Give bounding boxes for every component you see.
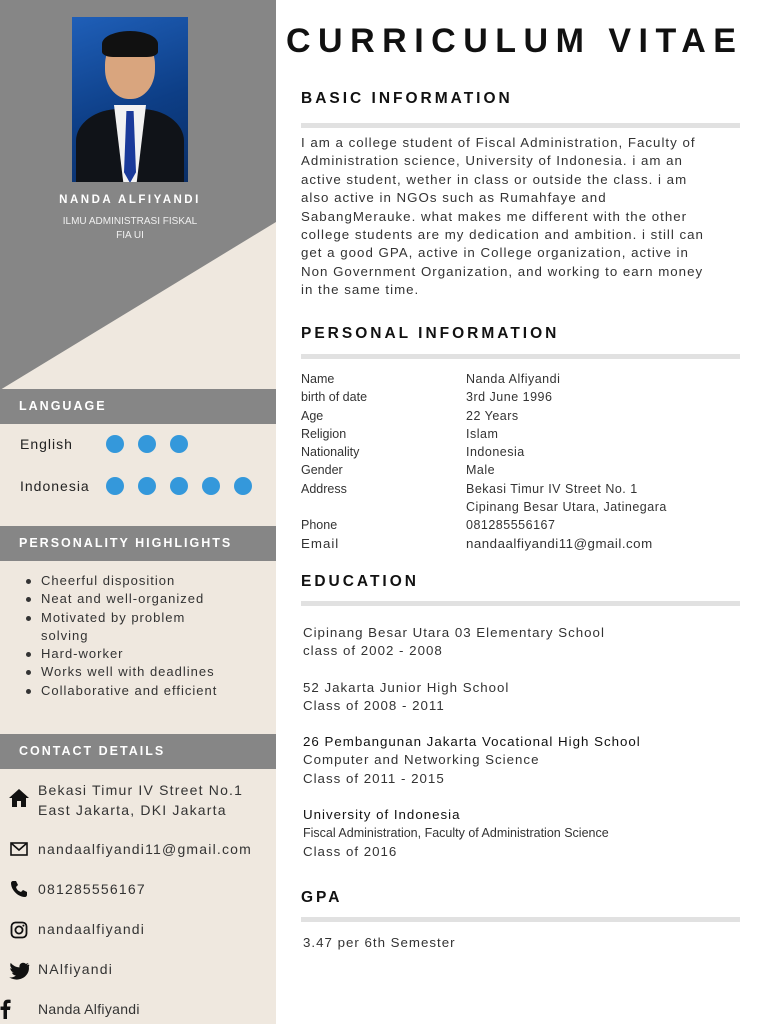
personal-info-table	[301, 370, 741, 553]
level-dot	[106, 477, 124, 495]
text-line: in the same time.	[301, 282, 420, 298]
list-item: Motivated by problem	[22, 609, 262, 627]
info-label: Email	[301, 535, 340, 551]
info-row	[301, 498, 741, 516]
list-item: Hard-worker	[22, 645, 262, 663]
text-line: I am a college student of Fiscal Administration, Faculty of	[301, 135, 696, 150]
mail-icon	[0, 839, 38, 859]
level-dot	[202, 477, 220, 495]
language-row-english	[20, 434, 188, 454]
school-name: University of Indonesia	[303, 807, 461, 822]
info-label: Name	[301, 372, 335, 386]
level-dot	[138, 477, 156, 495]
language-level-english	[106, 435, 188, 453]
education-entry	[303, 624, 743, 661]
info-label: Age	[301, 408, 324, 423]
section-divider	[301, 354, 740, 359]
address-line: East Jakarta, DKI Jakarta	[38, 802, 227, 818]
profile-photo	[72, 17, 188, 182]
level-dot	[106, 435, 124, 453]
text-line: Administration science, University of Indonesia. i am an	[301, 153, 683, 169]
info-row	[301, 388, 741, 406]
info-row	[301, 516, 741, 534]
info-label: Phone	[301, 518, 338, 533]
info-row	[301, 480, 741, 498]
language-label: Indonesia	[20, 478, 90, 494]
info-label: Address	[301, 481, 347, 496]
info-row	[301, 425, 741, 443]
contact-address	[0, 780, 276, 820]
level-dot	[170, 477, 188, 495]
text-line: active student, wether in class or outside the class. i am	[301, 171, 688, 187]
level-dot	[170, 435, 188, 453]
personal-info-heading: PERSONAL INFORMATION	[301, 325, 560, 342]
profile-name: NANDA ALFIYANDI	[59, 194, 201, 206]
list-item: Cheerful disposition	[22, 572, 262, 590]
twitter-handle[interactable]: NAlfiyandi	[38, 961, 114, 977]
info-value: 3rd June 1996	[466, 390, 553, 405]
language-label: English	[20, 436, 73, 452]
school-period: class of 2002 - 2008	[303, 643, 443, 659]
page-title: CURRICULUM VITAE	[286, 22, 744, 60]
instagram-handle[interactable]: nandaalfiyandi	[38, 921, 146, 937]
facebook-icon	[0, 999, 24, 1019]
personality-list	[22, 572, 262, 700]
text-line: also active in NGOs such as Rumahfaye and	[301, 190, 607, 206]
level-dot	[234, 477, 252, 495]
info-value: Male	[466, 463, 496, 478]
info-value[interactable]: nandaalfiyandi11@gmail.com	[466, 535, 653, 551]
contact-facebook[interactable]	[0, 999, 276, 1019]
info-label: birth of date	[301, 390, 368, 405]
info-value: Cipinang Besar Utara, Jatinegara	[466, 500, 667, 515]
gpa-heading: GPA	[301, 889, 343, 906]
school-name: 52 Jakarta Junior High School	[303, 680, 510, 695]
sidebar	[0, 0, 276, 1024]
text-line: Non Government Organization, and working to earn money	[301, 263, 704, 279]
basic-info-text	[301, 134, 741, 300]
phone-icon	[0, 879, 38, 899]
email-link[interactable]: nandaalfiyandi11@gmail.com	[38, 841, 253, 857]
text-line: SabangMerauke. what makes me different with the other	[301, 208, 688, 224]
info-value: Indonesia	[466, 445, 525, 460]
personality-heading: PERSONALITY HIGHLIGHTS	[0, 526, 276, 561]
school-period: Class of 2011 - 2015	[303, 770, 445, 786]
list-item: Neat and well-organized	[22, 590, 262, 608]
list-item: Collaborative and efficient	[22, 682, 262, 700]
contact-phone	[0, 879, 276, 899]
contact-instagram[interactable]	[0, 919, 276, 939]
info-row	[301, 535, 741, 553]
text-line: get a good GPA, active in College organization, active in	[301, 245, 689, 261]
info-row	[301, 443, 741, 461]
school-detail: Computer and Networking Science	[303, 752, 540, 768]
section-divider	[301, 917, 740, 922]
info-value: Islam	[466, 426, 499, 441]
instagram-icon	[0, 919, 38, 939]
info-row	[301, 461, 741, 479]
info-value: 081285556167	[466, 518, 556, 533]
level-dot	[138, 435, 156, 453]
language-heading: LANGUAGE	[0, 389, 276, 424]
info-value: 22 Years	[466, 408, 519, 423]
education-entry	[303, 679, 743, 716]
education-entry	[303, 806, 743, 861]
language-row-indonesia	[20, 476, 252, 496]
contact-twitter[interactable]	[0, 959, 276, 980]
school-period: Class of 2008 - 2011	[303, 698, 445, 714]
phone-number: 081285556167	[38, 881, 146, 897]
language-level-indonesia	[106, 477, 252, 495]
text-line: college students are my dedication and ambition. i still can	[301, 227, 704, 243]
list-item: Works well with deadlines	[22, 663, 262, 681]
info-row	[301, 370, 741, 388]
profile-subtitle-2: FIA UI	[116, 230, 144, 241]
info-label: Religion	[301, 426, 347, 441]
education-heading: EDUCATION	[301, 573, 419, 590]
basic-info-heading: BASIC INFORMATION	[301, 90, 513, 107]
school-period: Class of 2016	[303, 843, 398, 859]
school-detail: Fiscal Administration, Faculty of Administration Science	[303, 826, 609, 841]
info-value: Nanda Alfiyandi	[466, 372, 561, 386]
home-icon	[0, 780, 38, 820]
address-line: Bekasi Timur IV Street No.1	[38, 782, 244, 798]
facebook-name[interactable]: Nanda Alfiyandi	[38, 1001, 140, 1017]
contact-heading: CONTACT DETAILS	[0, 734, 276, 769]
section-divider	[301, 123, 740, 128]
twitter-icon	[0, 959, 38, 980]
list-item-continuation: solving	[41, 627, 89, 643]
section-divider	[301, 601, 740, 606]
info-label: Gender	[301, 463, 343, 478]
info-label: Nationality	[301, 445, 360, 460]
profile-subtitle: ILMU ADMINISTRASI FISKAL	[62, 216, 198, 227]
school-name: 26 Pembangunan Jakarta Vocational High School	[303, 734, 641, 749]
info-row	[301, 407, 741, 425]
contact-email[interactable]	[0, 839, 276, 859]
info-label	[301, 498, 466, 516]
school-name: Cipinang Besar Utara 03 Elementary School	[303, 625, 605, 640]
gpa-value: 3.47 per 6th Semester	[303, 935, 456, 950]
info-value: Bekasi Timur IV Street No. 1	[466, 481, 638, 496]
education-entry	[303, 733, 743, 788]
